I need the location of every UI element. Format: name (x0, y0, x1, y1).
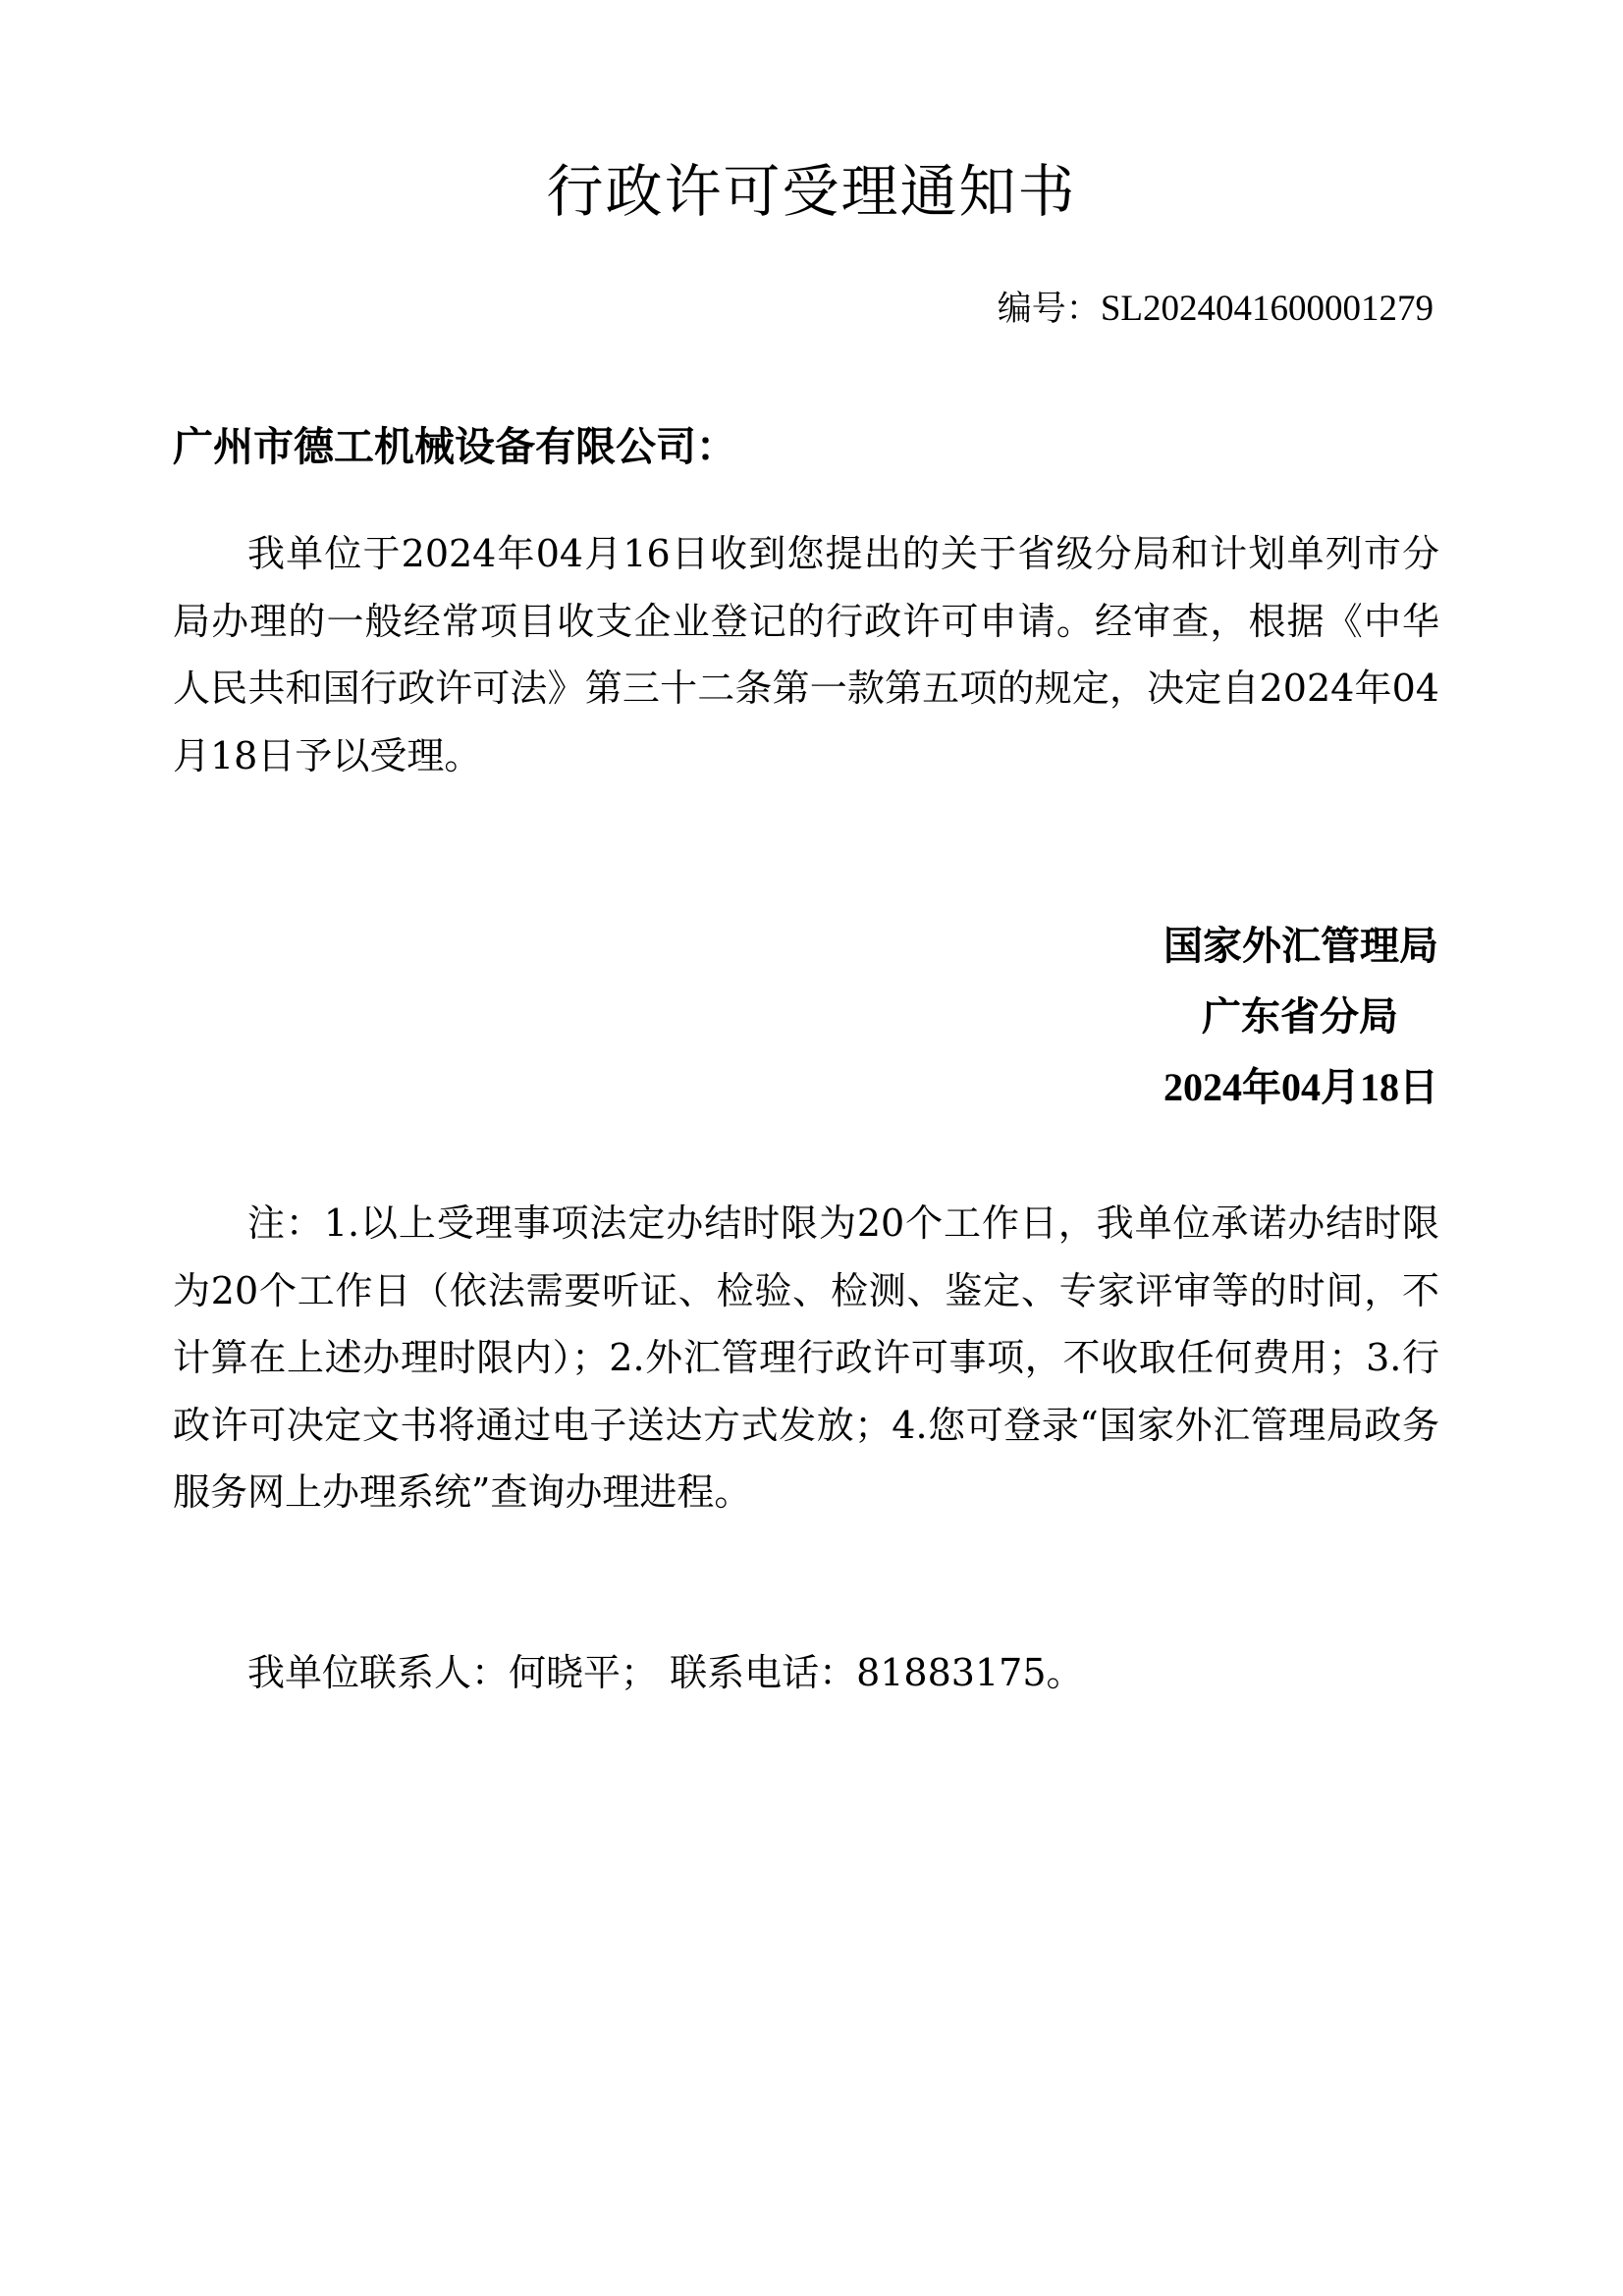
signature-organization: 国家外汇管理局 (1163, 923, 1438, 969)
document-number (998, 285, 1434, 334)
contact-paragraph: 我单位联系人：何晓平； 联系电话：81883175。 (247, 1651, 1084, 1694)
signature-date: 2024年04月18日 (1163, 1065, 1438, 1109)
document-number-value: SL2024041600001279 (1100, 289, 1434, 329)
addressee: 广州市德工机械设备有限公司： (173, 423, 736, 470)
note-paragraph: 注：1.以上受理事项法定办结时限为20个工作日，我单位承诺办结时限为20个工作日（依法需要听证、检验、检测、鉴定、专家评审等的时间，不计算在上述办理时限内）；2.外汇管理行政许可事项，不收取任何费用；3.行政许可决定文书将通过电子送达方式发放；4.您可登录“国家外汇管理局政务服务网上办理系统”查询办理进程。 (173, 1201, 1439, 1514)
document-title: 行政许可受理通知书 (546, 158, 1077, 225)
document-number-label: 编号： (997, 290, 1101, 329)
signature-branch: 广东省分局 (1202, 993, 1398, 1040)
body-paragraph: 我单位于2024年04月16日收到您提出的关于省级分局和计划单列市分局办理的一般经常项目收支企业登记的行政许可申请。经审查，根据《中华人民共和国行政许可法》第三十二条第一款第五项的规定，决定自2024年04月18日予以受理。 (173, 532, 1439, 777)
